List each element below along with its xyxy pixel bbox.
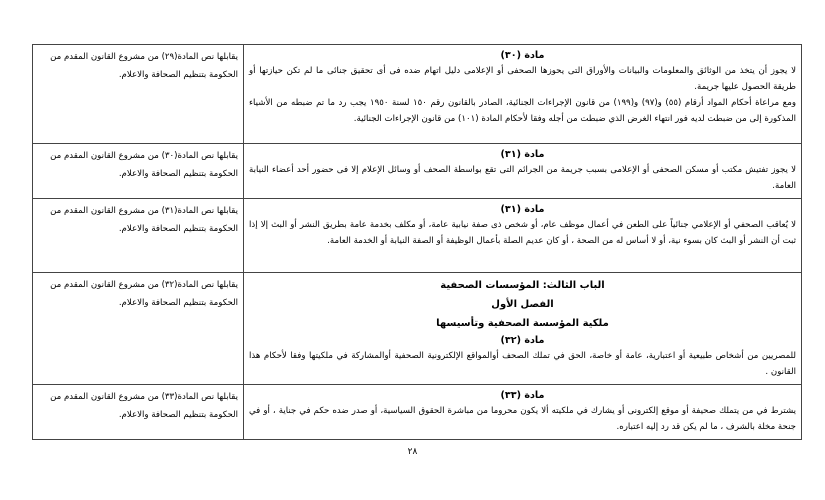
reference-cell: يقابلها نص المادة(٣١) من مشروع القانون المقدم من الحكومة بتنظيم الصحافة والاعلام. (33, 199, 244, 273)
article-title: مادة (٣٣) (500, 390, 545, 402)
reference-cell: يقابلها نص المادة(٣٢) من مشروع القانون المقدم من الحكومة بتنظيم الصحافة والاعلام. (33, 273, 244, 385)
table-row (33, 199, 802, 273)
article-paragraph: لا يُعاقب الصحفي أو الإعلامي جنائياً على الطعن في أعمال موظف عام، أو شخص ذى صفة نيابية عامة، أو مكلف بخدمة عامة بطريق النشر أو البث إلا إذا ثبت أن النشر أو البث كان بسوء نية، أو لا أساس له من الصحة ، أو كان عديم الصلة بأعمال الوظيفة أو الصفة النيابة أو الخدمة العامة. (249, 220, 796, 247)
article-paragraph: ومع مراعاة أحكام المواد أرقام (٥٥) و(٩٧) و(١٩٩) من قانون الإجراءات الجنائية، الصادر بالقانون رقم ١٥٠ لسنة ١٩٥٠ يجب رد ما تم ضبطه من الأشياء المذكورة إلى من ضبطت لديه فور انتهاء الغرض الذي ضبطت من أجله وفقا لأحكام المادة (١٠١) من قانون الإجراءات الجنائية. (249, 98, 796, 124)
table-row (33, 45, 802, 144)
reference-cell: يقابلها نص المادة(٢٩) من مشروع القانون المقدم من الحكومة بتنظيم الصحافة والاعلام. (33, 45, 244, 144)
reference-cell: يقابلها نص المادة(٣٣) من مشروع القانون المقدم من الحكومة بتنظيم الصحافة والاعلام. (33, 385, 244, 440)
article-text-cell (244, 273, 802, 385)
article-paragraph: لا يجوز أن يتخذ من الوثائق والمعلومات والبيانات والأوراق التى يحوزها الصحفى أو الإعلامى دليل اتهام ضده فى أى تحقيق جنائى ما لم تكن حيازتها أو طريقة الحصول عليها جريمة. (249, 66, 796, 93)
article-title: مادة (٣١) (500, 204, 545, 216)
article-paragraph: لا يجوز تفتيش مكتب أو مسكن الصحفى أو الإعلامى بسبب جريمة من الجرائم التى تقع بواسطة الصحف أو وسائل الإعلام إلا فى حضور أحد أعضاء النيابة العامة. (249, 165, 796, 192)
article-title: مادة (٣٠) (500, 50, 545, 61)
table-row (33, 144, 802, 199)
article-text-cell (244, 199, 802, 273)
article-text-cell (244, 45, 802, 144)
article-title: مادة (٣١) (500, 149, 545, 160)
article-text-cell (244, 144, 802, 199)
law-comparison-table (32, 44, 802, 440)
document-page (32, 44, 802, 440)
part-heading: الباب الثالث: المؤسسات الصحفية (440, 280, 605, 292)
chapter-subtitle: ملكية المؤسسة الصحفية وتأسيسها (436, 318, 609, 330)
page-number: ٢٨ (407, 447, 418, 457)
reference-cell: يقابلها نص المادة(٣٠) من مشروع القانون المقدم من الحكومة بتنظيم الصحافة والاعلام. (33, 144, 244, 199)
article-title: مادة (٣٢) (500, 335, 545, 347)
chapter-heading: الفصل الأول (491, 299, 554, 311)
article-paragraph: يشترط في من يتملك صحيفة أو موقع إلكترونى أو يشارك في ملكيته ألا يكون محروما من مباشرة الحقوق السياسية، أو صدر ضده حكم في جناية ، أو في جنحة مخلة بالشرف ، ما لم يكن قد رد إليه اعتباره. (249, 406, 796, 433)
table-row (33, 385, 802, 440)
article-text-cell (244, 385, 802, 440)
article-paragraph: للمصريين من أشخاص طبيعية أو اعتبارية، عامة أو خاصة، الحق في تملك الصحف أوالمواقع الإلكترونية الصحفية أوالمشاركة في ملكيتها وفقا لأحكام هذا القانون . (249, 351, 796, 378)
table-row (33, 273, 802, 385)
